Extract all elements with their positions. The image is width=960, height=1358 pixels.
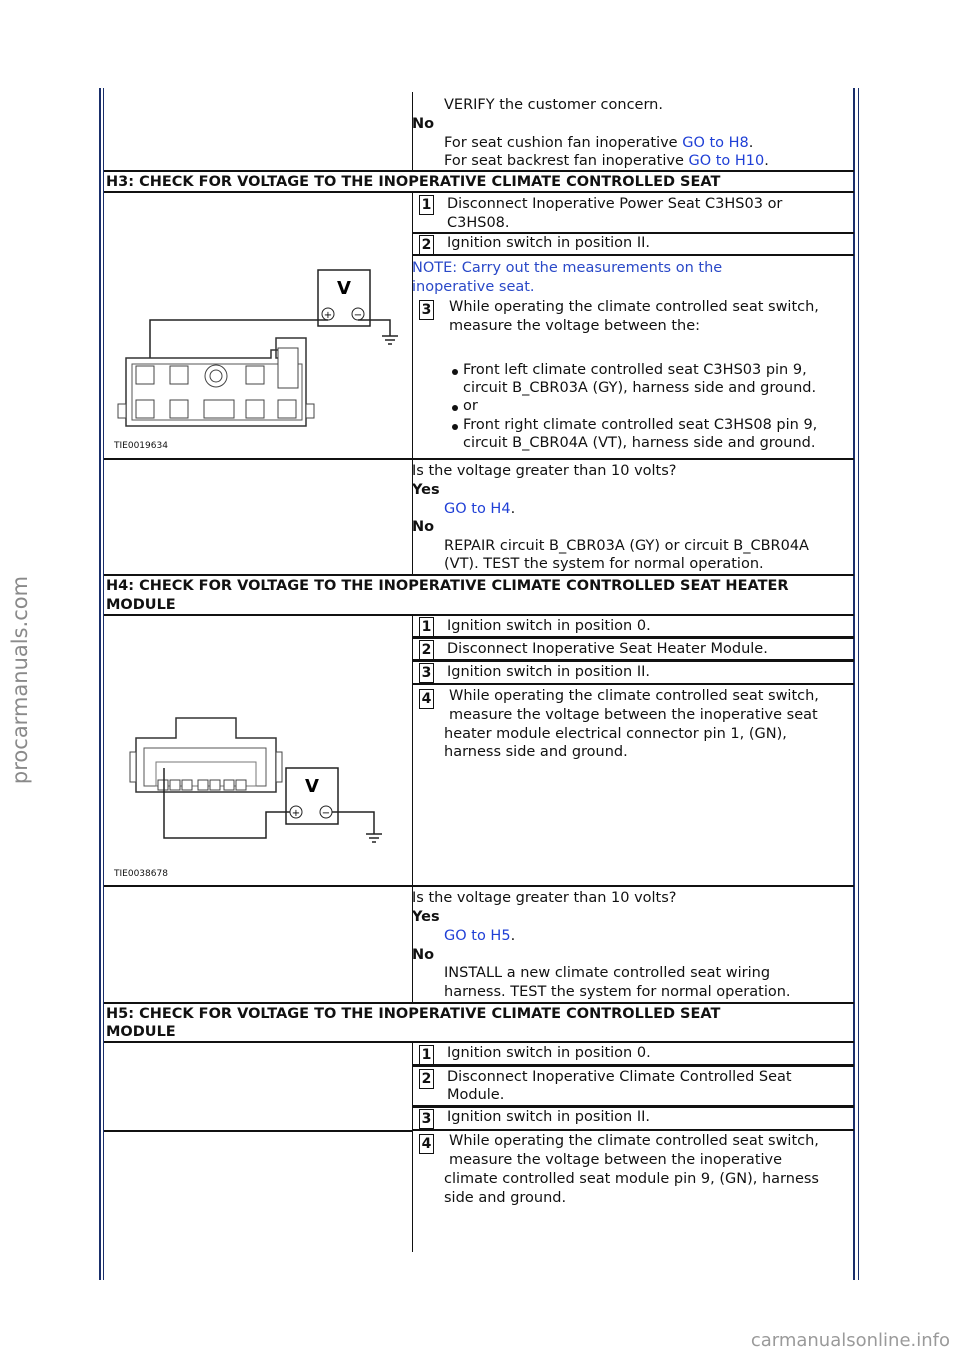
h3-step1-line1: Disconnect Inoperative Power Seat C3HS03 or xyxy=(447,196,783,212)
h3-note-line1: NOTE: Carry out the measurements on the xyxy=(412,260,723,276)
h4-connector-diagram xyxy=(106,688,411,884)
h3-step2-text: Ignition switch in position II. xyxy=(447,235,651,251)
section-rule xyxy=(104,1130,412,1132)
section-rule xyxy=(104,885,854,887)
svg-text:−: − xyxy=(353,310,363,321)
go-to-h10-link[interactable]: GO to H10 xyxy=(688,153,765,169)
right-margin-line-outer xyxy=(858,88,859,1280)
h4-question: Is the voltage greater than 10 volts? xyxy=(412,890,677,906)
h5-title-line1: H5: CHECK FOR VOLTAGE TO THE INOPERATIVE CLIMATE CONTROLLED SEAT xyxy=(106,1006,721,1022)
h4-title-line2: MODULE xyxy=(106,597,176,613)
h5-step3-text: Ignition switch in position II. xyxy=(447,1109,651,1125)
section-rule xyxy=(104,574,854,576)
h3-step1-line2: C3HS08. xyxy=(447,215,510,231)
h5-step4-line2: measure the voltage between the inoperative xyxy=(449,1152,783,1168)
bullet xyxy=(452,405,458,411)
h4-title-line1: H4: CHECK FOR VOLTAGE TO THE INOPERATIVE CLIMATE CONTROLLED SEAT HEATER xyxy=(106,578,789,594)
step-number: 1 xyxy=(419,195,434,215)
bullet xyxy=(452,369,458,375)
h3-bullet1-line1: Front left climate controlled seat C3HS03 pin 9, xyxy=(463,362,807,378)
step-number: 2 xyxy=(419,1069,434,1089)
h4-step1-text: Ignition switch in position 0. xyxy=(447,618,651,634)
h5-step4-line3: climate controlled seat module pin 9, (GN), harness xyxy=(444,1171,819,1187)
no-label: No xyxy=(412,116,435,132)
h4-image-label: TIE0038678 xyxy=(114,869,168,879)
h4-yes-line: GO to H5. xyxy=(444,928,516,944)
h4-no-line2: harness. TEST the system for normal operation. xyxy=(444,984,791,1000)
h3-connector-diagram xyxy=(106,258,411,458)
bottom-watermark: carmanualsonline.info xyxy=(750,1330,950,1351)
left-margin-line-inner xyxy=(103,88,104,1280)
h3-yes-line: GO to H4. xyxy=(444,501,516,517)
h3-no-line2: (VT). TEST the system for normal operation. xyxy=(444,556,764,572)
side-watermark: procarmanuals.com xyxy=(8,575,32,785)
h3-step3-line1: While operating the climate controlled seat switch, xyxy=(449,299,819,315)
section-rule xyxy=(104,1002,854,1004)
h3-yes-label: Yes xyxy=(412,482,440,498)
step-number: 1 xyxy=(419,617,434,637)
step-number: 4 xyxy=(419,1134,434,1154)
h3-bullet3-line1: Front right climate controlled seat C3HS08 pin 9, xyxy=(463,417,818,433)
h3-no-line1: REPAIR circuit B_CBR03A (GY) or circuit B_CBR04A xyxy=(444,538,809,554)
go-to-h8-link[interactable]: GO to H8 xyxy=(682,135,749,151)
h4-no-label: No xyxy=(412,947,435,963)
backrest-text: For seat backrest fan inoperative xyxy=(444,153,689,169)
bullet xyxy=(452,424,458,430)
heater-module-connector-diagram xyxy=(106,688,411,884)
step-number: 1 xyxy=(419,1045,434,1065)
h5-step2-line1: Disconnect Inoperative Climate Controlled Seat xyxy=(447,1069,792,1085)
h3-bullet1-line2: circuit B_CBR03A (GY), harness side and ground. xyxy=(463,380,817,396)
h4-step4-line3: heater module electrical connector pin 1, (GN), xyxy=(444,726,787,742)
go-to-h5-link[interactable]: GO to H5 xyxy=(444,928,511,944)
step-number: 3 xyxy=(419,300,434,320)
verify-text: VERIFY the customer concern. xyxy=(444,97,663,113)
h5-title-line2: MODULE xyxy=(106,1024,176,1040)
section-rule xyxy=(104,458,854,460)
h3-title: H3: CHECK FOR VOLTAGE TO THE INOPERATIVE CLIMATE CONTROLLED SEAT xyxy=(106,174,721,190)
h4-no-line1: INSTALL a new climate controlled seat wiring xyxy=(444,965,771,981)
step-number: 3 xyxy=(419,663,434,683)
step-number: 3 xyxy=(419,1109,434,1129)
h4-step3-text: Ignition switch in position II. xyxy=(447,664,651,680)
h4-step4-line1: While operating the climate controlled seat switch, xyxy=(449,688,819,704)
left-margin-line xyxy=(99,88,101,1280)
h3-note-line2: inoperative seat. xyxy=(412,279,535,295)
h3-bullet3-line2: circuit B_CBR04A (VT), harness side and ground. xyxy=(463,435,816,451)
h3-bullet2: or xyxy=(463,398,478,414)
h5-step4-line1: While operating the climate controlled seat switch, xyxy=(449,1133,819,1149)
connector-c3hs-diagram xyxy=(106,258,411,458)
h4-step4-line2: measure the voltage between the inoperative seat xyxy=(449,707,818,723)
h3-question: Is the voltage greater than 10 volts? xyxy=(412,463,677,479)
go-to-h4-link[interactable]: GO to H4 xyxy=(444,501,511,517)
svg-text:−: − xyxy=(321,808,331,819)
h5-step4-line4: side and ground. xyxy=(444,1190,567,1206)
svg-text:V: V xyxy=(337,278,351,299)
h3-no-label: No xyxy=(412,519,435,535)
svg-text:+: + xyxy=(291,808,301,819)
svg-text:+: + xyxy=(323,310,333,321)
step-number: 2 xyxy=(419,235,434,255)
cushion-line: For seat cushion fan inoperative GO to H8. xyxy=(444,135,754,151)
h3-step3-line2: measure the voltage between the: xyxy=(449,318,701,334)
h4-yes-label: Yes xyxy=(412,909,440,925)
h4-step4-line4: harness side and ground. xyxy=(444,744,628,760)
h3-image-label: TIE0019634 xyxy=(114,441,168,451)
step-number: 4 xyxy=(419,689,434,709)
h5-step1-text: Ignition switch in position 0. xyxy=(447,1045,651,1061)
section-rule xyxy=(104,170,854,172)
h4-step2-text: Disconnect Inoperative Seat Heater Module. xyxy=(447,641,768,657)
cushion-text: For seat cushion fan inoperative xyxy=(444,135,683,151)
step-number: 2 xyxy=(419,640,434,660)
backrest-line: For seat backrest fan inoperative GO to H10. xyxy=(444,153,769,169)
h5-step2-line2: Module. xyxy=(447,1087,505,1103)
svg-text:V: V xyxy=(305,776,319,797)
